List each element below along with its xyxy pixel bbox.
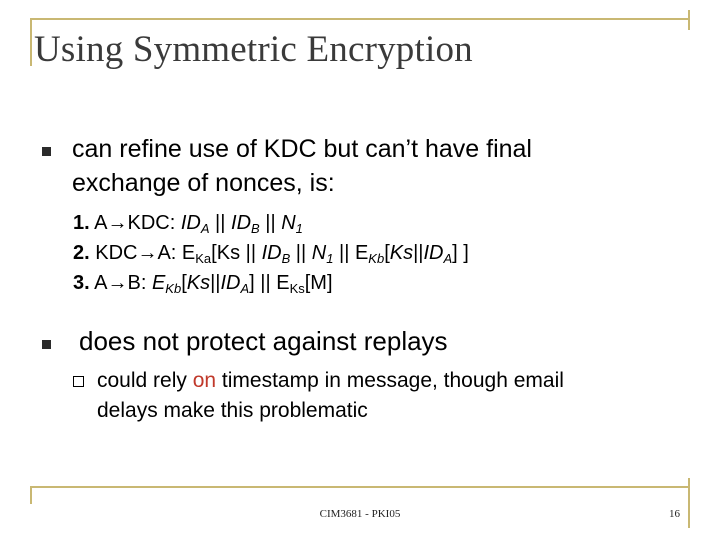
frame-rule <box>688 10 690 30</box>
sub-bullet-line: delays make this problematic <box>97 399 368 422</box>
bullet-line: can refine use of KDC but can’t have final <box>72 135 532 163</box>
sub-bullet-line: could rely on timestamp in message, though email <box>97 369 564 392</box>
sub-bullet-text <box>97 366 697 426</box>
highlighted-word: on <box>192 369 217 392</box>
protocol-step-3: 3. A→B: $E_{Kb}[Ks||ID_A]$ || $E_{Ks}[M]$ <box>73 272 333 296</box>
footer-course: CIM3681 - PKI05 <box>319 508 401 520</box>
page-number: 16 <box>669 508 680 520</box>
protocol-step-1: 1. A→KDC: $ID_A$ || $ID_B$ || $N_1$ <box>73 212 303 236</box>
bullet-line: exchange of nonces, is: <box>72 169 335 197</box>
frame-rule <box>30 18 690 20</box>
protocol-step-2: 2. KDC→A: $E_{Ka}[Ks$ || $ID_B$ || $N_1$ || $E_{Kb}[Ks||ID_A]$ ] <box>73 242 469 266</box>
frame-rule <box>30 486 32 504</box>
frame-rule <box>30 18 32 66</box>
frame-rule <box>30 486 690 488</box>
frame-rule <box>688 478 690 528</box>
bullet-square-icon <box>42 147 51 156</box>
slide-title: Using Symmetric Encryption <box>34 29 473 70</box>
protocol-steps <box>73 208 469 298</box>
bullet-text-2: does not protect against replays <box>79 326 448 356</box>
hollow-square-bullet-icon <box>73 376 84 387</box>
bullet-text-1 <box>72 132 672 200</box>
bullet-square-icon <box>42 340 51 349</box>
